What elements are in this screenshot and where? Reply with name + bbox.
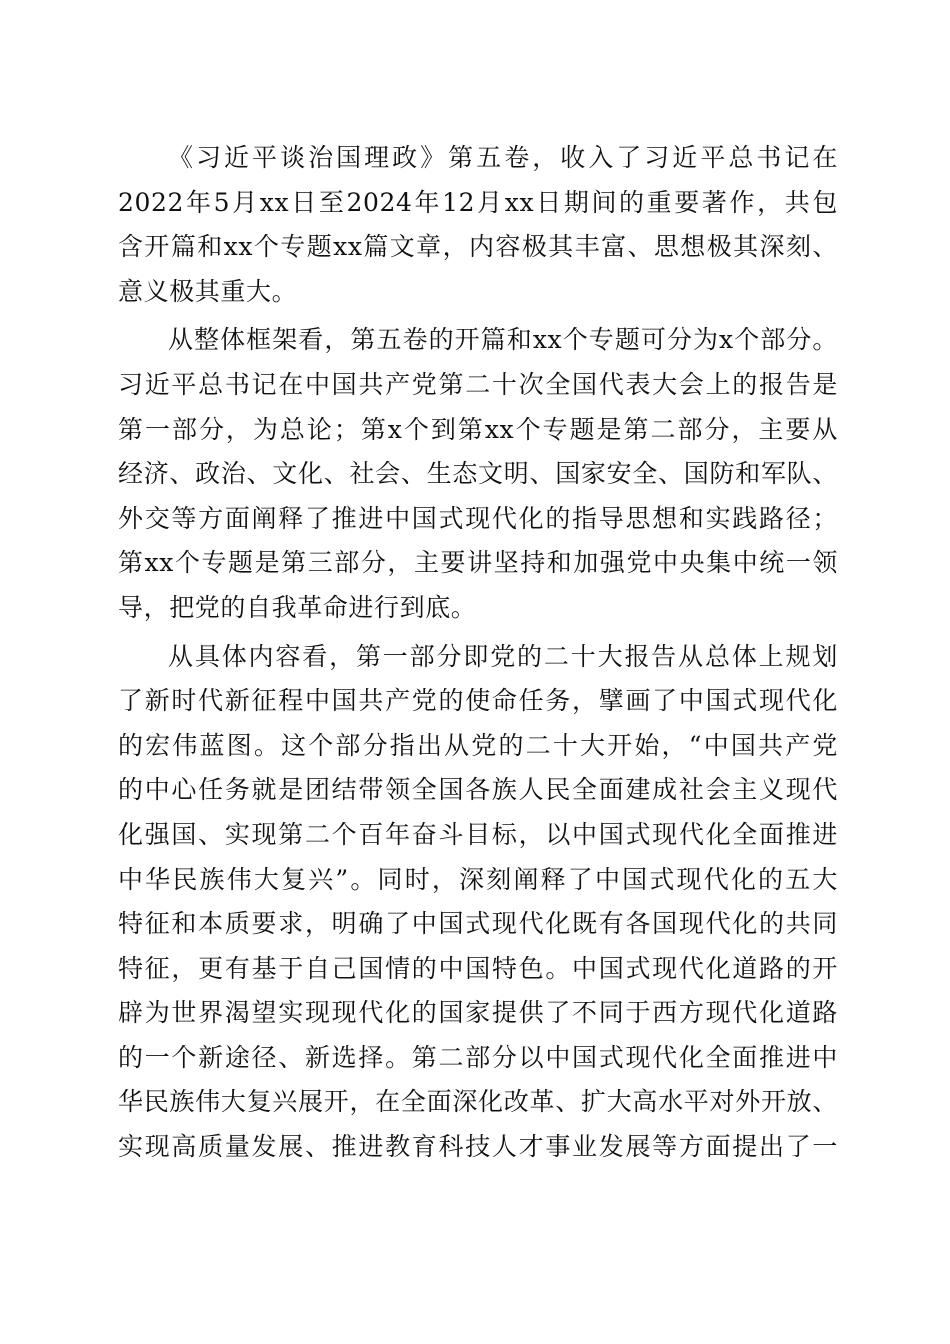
- text-line: 辟为世界渴望实现现代化的国家提供了不同于西方现代化道路: [118, 998, 838, 1028]
- text-line: 习近平总书记在中国共产党第二十次全国代表大会上的报告是: [118, 369, 838, 399]
- text-line: 导，把党的自我革命进行到底。: [118, 592, 477, 622]
- text-line: 外交等方面阐释了推进中国式现代化的指导思想和实践路径；: [118, 503, 838, 533]
- text-line: 从具体内容看，第一部分即党的二十大报告从总体上规划: [168, 641, 838, 671]
- text-line: 从整体框架看，第五卷的开篇和xx个专题可分为x个部分。: [168, 325, 838, 355]
- text-line: 第一部分，为总论；第x个到第xx个专题是第二部分，主要从: [118, 414, 838, 444]
- text-line: 化强国、实现第二个百年奋斗目标，以中国式现代化全面推进: [118, 819, 838, 849]
- text-line: 特征，更有基于自己国情的中国特色。中国式现代化道路的开: [118, 953, 838, 983]
- text-line: 的一个新途径、新选择。第二部分以中国式现代化全面推进中: [118, 1042, 838, 1072]
- paragraph-1: [118, 136, 838, 314]
- text-line: 含开篇和xx个专题xx篇文章，内容极其丰富、思想极其深刻、: [118, 232, 838, 262]
- text-line: 的宏伟蓝图。这个部分指出从党的二十大开始，“中国共产党: [118, 730, 838, 760]
- text-line: 中华民族伟大复兴”。同时，深刻阐释了中国式现代化的五大: [118, 864, 838, 894]
- text-line: 了新时代新征程中国共产党的使命任务，擘画了中国式现代化: [118, 686, 838, 716]
- text-line: 2022年5月xx日至2024年12月xx日期间的重要著作，共包: [118, 187, 838, 217]
- text-line: 《习近平谈治国理政》第五卷，收入了习近平总书记在: [168, 143, 838, 172]
- text-line: 经济、政治、文化、社会、生态文明、国家安全、国防和军队、: [118, 459, 838, 489]
- text-line: 特征和本质要求，明确了中国式现代化既有各国现代化的共同: [118, 909, 838, 939]
- text-line: 第xx个专题是第三部分，主要讲坚持和加强党中央集中统一领: [118, 548, 838, 578]
- text-line: 华民族伟大复兴展开，在全面深化改革、扩大高水平对外开放、: [118, 1087, 838, 1117]
- paragraph-2: [118, 318, 838, 630]
- text-line: 的中心任务就是团结带领全国各族人民全面建成社会主义现代: [118, 775, 838, 805]
- text-line: 实现高质量发展、推进教育科技人才事业发展等方面提出了一: [118, 1132, 838, 1162]
- paragraph-3: [118, 635, 838, 1170]
- document-body: [118, 136, 838, 1170]
- text-line: 意义极其重大。: [118, 276, 298, 306]
